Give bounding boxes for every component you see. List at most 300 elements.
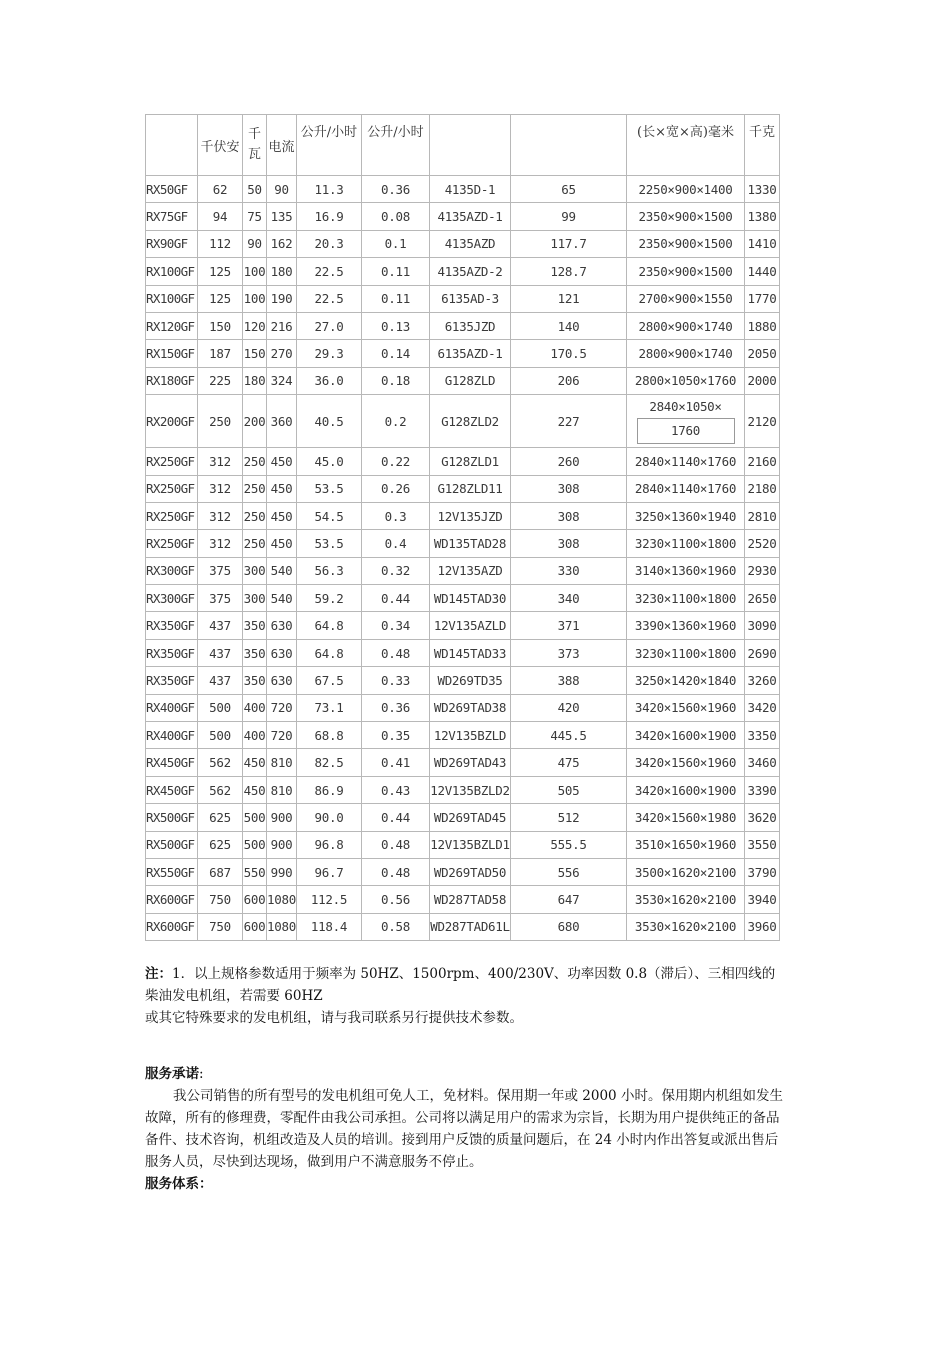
table-row — [146, 639, 780, 666]
header-cell — [243, 115, 267, 176]
table-cell: 227 — [511, 395, 627, 448]
table-cell: 437 — [198, 639, 243, 666]
table-cell: 371 — [511, 612, 627, 639]
table-cell: 3420×1560×1960 — [627, 694, 745, 721]
model-cell: RX50GF — [146, 176, 198, 203]
table-row — [146, 203, 780, 230]
table-cell: 350 — [243, 612, 267, 639]
model-cell: RX90GF — [146, 230, 198, 257]
table-cell: 180 — [267, 258, 297, 285]
table-cell: 0.22 — [362, 448, 430, 475]
table-cell: 62 — [198, 176, 243, 203]
model-cell: RX300GF — [146, 557, 198, 584]
table-cell: WD269TAD38 — [430, 694, 511, 721]
table-cell: 540 — [267, 557, 297, 584]
table-cell: 12V135BZLD2 — [430, 776, 511, 803]
dimension-text-bottom: 1760 — [637, 418, 735, 444]
model-cell: RX180GF — [146, 367, 198, 394]
table-cell: 0.36 — [362, 176, 430, 203]
table-cell: 270 — [267, 340, 297, 367]
model-cell: RX450GF — [146, 776, 198, 803]
table-row — [146, 557, 780, 584]
table-row — [146, 340, 780, 367]
table-cell: 260 — [511, 448, 627, 475]
table-cell: 900 — [267, 831, 297, 858]
table-cell: 0.32 — [362, 557, 430, 584]
table-cell: WD269TD35 — [430, 667, 511, 694]
table-cell: 29.3 — [297, 340, 362, 367]
table-cell: 6135AD-3 — [430, 285, 511, 312]
table-cell: 0.08 — [362, 203, 430, 230]
table-cell: 437 — [198, 667, 243, 694]
table-cell: 0.35 — [362, 722, 430, 749]
table-cell: 505 — [511, 776, 627, 803]
table-cell: 2000 — [745, 367, 780, 394]
table-cell: 2350×900×1500 — [627, 258, 745, 285]
table-cell: 53.5 — [297, 530, 362, 557]
table-row — [146, 367, 780, 394]
model-cell: RX250GF — [146, 475, 198, 502]
table-cell: 450 — [267, 502, 297, 529]
table-cell: 647 — [511, 886, 627, 913]
promise-colon: : — [199, 1066, 204, 1082]
table-cell: 27.0 — [297, 312, 362, 339]
table-row — [146, 395, 780, 448]
table-row — [146, 913, 780, 940]
table-row — [146, 858, 780, 885]
table-cell: 0.1 — [362, 230, 430, 257]
table-cell: 3230×1100×1800 — [627, 530, 745, 557]
table-cell: 86.9 — [297, 776, 362, 803]
table-cell: 360 — [267, 395, 297, 448]
table-cell: G128ZLD1 — [430, 448, 511, 475]
table-cell: 3530×1620×2100 — [627, 913, 745, 940]
table-cell: 625 — [198, 804, 243, 831]
table-cell: 2800×900×1740 — [627, 312, 745, 339]
table-cell: WD269TAD45 — [430, 804, 511, 831]
table-cell: 1410 — [745, 230, 780, 257]
table-cell: 340 — [511, 585, 627, 612]
model-cell: RX200GF — [146, 395, 198, 448]
table-cell: 120 — [243, 312, 267, 339]
table-row — [146, 312, 780, 339]
table-cell: 99 — [511, 203, 627, 230]
table-cell: 64.8 — [297, 639, 362, 666]
table-cell: WD269TAD50 — [430, 858, 511, 885]
table-cell: 350 — [243, 639, 267, 666]
promise-title: 服务承诺 — [145, 1066, 199, 1082]
table-cell: 4135AZD — [430, 230, 511, 257]
header-cell: 千克 — [745, 115, 780, 176]
table-cell: 550 — [243, 858, 267, 885]
table-cell: 450 — [267, 475, 297, 502]
table-cell: 680 — [511, 913, 627, 940]
table-row — [146, 831, 780, 858]
table-body — [146, 176, 780, 941]
model-cell: RX450GF — [146, 749, 198, 776]
header-cell — [146, 115, 198, 176]
table-cell: 3620 — [745, 804, 780, 831]
table-cell: 6135JZD — [430, 312, 511, 339]
table-cell: 90.0 — [297, 804, 362, 831]
table-cell: 0.56 — [362, 886, 430, 913]
model-cell: RX550GF — [146, 858, 198, 885]
table-cell: 0.4 — [362, 530, 430, 557]
table-cell: 388 — [511, 667, 627, 694]
table-cell: 630 — [267, 639, 297, 666]
table-cell: G128ZLD2 — [430, 395, 511, 448]
table-row — [146, 694, 780, 721]
note-label: 注： — [145, 966, 172, 982]
table-cell: 2650 — [745, 585, 780, 612]
table-cell: 3510×1650×1960 — [627, 831, 745, 858]
table-cell: 96.8 — [297, 831, 362, 858]
table-cell: 562 — [198, 749, 243, 776]
model-cell: RX500GF — [146, 804, 198, 831]
model-cell: RX400GF — [146, 694, 198, 721]
table-cell: 0.48 — [362, 831, 430, 858]
table-cell: 0.41 — [362, 749, 430, 776]
table-cell: 500 — [198, 694, 243, 721]
model-cell: RX350GF — [146, 612, 198, 639]
table-cell: 324 — [267, 367, 297, 394]
table-cell: 500 — [198, 722, 243, 749]
model-cell: RX100GF — [146, 258, 198, 285]
table-cell: 3350 — [745, 722, 780, 749]
table-cell: 1080 — [267, 913, 297, 940]
table-cell: 12V135AZD — [430, 557, 511, 584]
table-cell: 216 — [267, 312, 297, 339]
table-cell: 68.8 — [297, 722, 362, 749]
table-cell: 450 — [267, 448, 297, 475]
table-cell: 200 — [243, 395, 267, 448]
table-cell: 1380 — [745, 203, 780, 230]
table-row — [146, 176, 780, 203]
table-cell: 135 — [267, 203, 297, 230]
table-cell: 0.14 — [362, 340, 430, 367]
table-cell: 2690 — [745, 639, 780, 666]
table-row — [146, 258, 780, 285]
table-cell: 94 — [198, 203, 243, 230]
service-section — [145, 1063, 785, 1195]
table-cell: 562 — [198, 776, 243, 803]
table-cell: 190 — [267, 285, 297, 312]
table-cell: 3790 — [745, 858, 780, 885]
table-row — [146, 612, 780, 639]
table-cell: 250 — [243, 502, 267, 529]
table-cell: 3250×1420×1840 — [627, 667, 745, 694]
table-cell: 1080 — [267, 886, 297, 913]
table-cell: 3500×1620×2100 — [627, 858, 745, 885]
table-cell: 400 — [243, 722, 267, 749]
header-cell: 千伏安 — [198, 115, 243, 176]
table-cell: 308 — [511, 475, 627, 502]
table-cell: 312 — [198, 502, 243, 529]
table-cell: 3420×1560×1980 — [627, 804, 745, 831]
table-cell: 45.0 — [297, 448, 362, 475]
table-cell: 150 — [198, 312, 243, 339]
model-cell: RX350GF — [146, 667, 198, 694]
table-cell: 112 — [198, 230, 243, 257]
table-row — [146, 722, 780, 749]
table-cell: 73.1 — [297, 694, 362, 721]
note-section — [145, 963, 785, 1029]
header-cell: 公升/小时 — [297, 115, 362, 176]
table-cell: 630 — [267, 667, 297, 694]
dimension-text-top: 2840×1050× — [649, 398, 722, 414]
table-cell: 2700×900×1550 — [627, 285, 745, 312]
table-cell: 810 — [267, 749, 297, 776]
table-cell: 1330 — [745, 176, 780, 203]
table-cell: 206 — [511, 367, 627, 394]
table-cell: 2160 — [745, 448, 780, 475]
table-cell: 3530×1620×2100 — [627, 886, 745, 913]
table-row — [146, 667, 780, 694]
table-cell: 990 — [267, 858, 297, 885]
table-cell: 512 — [511, 804, 627, 831]
table-cell: 3420×1600×1900 — [627, 776, 745, 803]
table-row — [146, 804, 780, 831]
table-cell: 187 — [198, 340, 243, 367]
model-cell: RX600GF — [146, 913, 198, 940]
table-cell: 450 — [267, 530, 297, 557]
table-cell: 3420 — [745, 694, 780, 721]
table-cell: 1770 — [745, 285, 780, 312]
header-cell — [511, 115, 627, 176]
table-cell: 0.2 — [362, 395, 430, 448]
table-cell: WD287TAD58 — [430, 886, 511, 913]
table-cell: 100 — [243, 258, 267, 285]
table-cell: 225 — [198, 367, 243, 394]
table-cell: 312 — [198, 530, 243, 557]
table-cell: 2520 — [745, 530, 780, 557]
table-cell: 54.5 — [297, 502, 362, 529]
promise-text: 我公司销售的所有型号的发电机组可免人工，免材料。保用期一年或 2000 小时。保用期内机组如发生故障，所有的修理费，零配件由我公司承担。公司将以满足用户的需求为宗旨，长期为用户提供纯正的备品备件、技术咨询，机组改造及人员的培训。接到用户反馈的质量问题后，在 24 小时内作出答复或派出售后服务人员，尽快到达现场，做到用户不满意服务不停止。 — [145, 1088, 783, 1170]
table-row — [146, 285, 780, 312]
model-cell: RX250GF — [146, 448, 198, 475]
table-cell: 2840×1140×1760 — [627, 475, 745, 502]
model-cell: RX120GF — [146, 312, 198, 339]
table-cell: 3250×1360×1940 — [627, 502, 745, 529]
header-cell-text: 千瓦 — [247, 127, 261, 162]
table-cell: 117.7 — [511, 230, 627, 257]
table-cell: 2180 — [745, 475, 780, 502]
table-cell: 65 — [511, 176, 627, 203]
table-cell: 4135AZD-2 — [430, 258, 511, 285]
table-cell: 900 — [267, 804, 297, 831]
table-cell: 3140×1360×1960 — [627, 557, 745, 584]
table-row — [146, 230, 780, 257]
table-cell: 0.26 — [362, 475, 430, 502]
table-cell: 450 — [243, 776, 267, 803]
table-cell: 720 — [267, 694, 297, 721]
table-cell: WD269TAD43 — [430, 749, 511, 776]
model-cell: RX300GF — [146, 585, 198, 612]
table-cell: 330 — [511, 557, 627, 584]
table-cell: G128ZLD11 — [430, 475, 511, 502]
table-cell: 64.8 — [297, 612, 362, 639]
table-cell — [627, 395, 745, 448]
table-cell: 300 — [243, 557, 267, 584]
table-cell: 3550 — [745, 831, 780, 858]
model-cell: RX75GF — [146, 203, 198, 230]
table-cell: 82.5 — [297, 749, 362, 776]
table-cell: 75 — [243, 203, 267, 230]
table-cell: 16.9 — [297, 203, 362, 230]
table-cell: 67.5 — [297, 667, 362, 694]
header-cell — [430, 115, 511, 176]
table-header-row — [146, 115, 780, 176]
table-cell: 0.11 — [362, 285, 430, 312]
table-cell: 2250×900×1400 — [627, 176, 745, 203]
table-cell: 112.5 — [297, 886, 362, 913]
table-cell: 0.44 — [362, 585, 430, 612]
table-cell: 4135AZD-1 — [430, 203, 511, 230]
table-cell: 2050 — [745, 340, 780, 367]
model-cell: RX500GF — [146, 831, 198, 858]
table-cell: 2350×900×1500 — [627, 203, 745, 230]
table-cell: 0.44 — [362, 804, 430, 831]
table-row — [146, 749, 780, 776]
table-cell: 600 — [243, 886, 267, 913]
table-cell: WD145TAD33 — [430, 639, 511, 666]
table-cell: 12V135JZD — [430, 502, 511, 529]
table-cell: 312 — [198, 475, 243, 502]
table-cell: 2810 — [745, 502, 780, 529]
table-cell: 170.5 — [511, 340, 627, 367]
table-cell: 475 — [511, 749, 627, 776]
table-cell: 3390×1360×1960 — [627, 612, 745, 639]
table-cell: 750 — [198, 886, 243, 913]
table-cell: 0.48 — [362, 858, 430, 885]
table-cell: 128.7 — [511, 258, 627, 285]
model-cell: RX600GF — [146, 886, 198, 913]
table-cell: 0.36 — [362, 694, 430, 721]
table-cell: 420 — [511, 694, 627, 721]
table-row — [146, 448, 780, 475]
table-cell: 250 — [243, 475, 267, 502]
table-cell: 3940 — [745, 886, 780, 913]
table-cell: 20.3 — [297, 230, 362, 257]
table-cell: 12V135AZLD — [430, 612, 511, 639]
table-cell: 121 — [511, 285, 627, 312]
table-cell: 312 — [198, 448, 243, 475]
table-cell: 2930 — [745, 557, 780, 584]
table-cell: 3230×1100×1800 — [627, 585, 745, 612]
model-cell: RX250GF — [146, 530, 198, 557]
table-cell: 2800×1050×1760 — [627, 367, 745, 394]
table-cell: 40.5 — [297, 395, 362, 448]
table-cell: 630 — [267, 612, 297, 639]
model-cell: RX250GF — [146, 502, 198, 529]
table-cell: 4135D-1 — [430, 176, 511, 203]
note-line-1: 1．以上规格参数适用于频率为 50HZ、1500rpm、400/230V、功率因数 0.8（滞后）、三相四线的柴油发电机组，若需要 60HZ — [145, 966, 776, 1004]
table-cell: 12V135BZLD1 — [430, 831, 511, 858]
table-cell: 90 — [267, 176, 297, 203]
table-cell: 22.5 — [297, 258, 362, 285]
table-cell: 308 — [511, 502, 627, 529]
table-cell: WD135TAD28 — [430, 530, 511, 557]
model-cell: RX100GF — [146, 285, 198, 312]
table-cell: 540 — [267, 585, 297, 612]
table-cell: 3090 — [745, 612, 780, 639]
table-cell: 100 — [243, 285, 267, 312]
table-cell: 3460 — [745, 749, 780, 776]
table-cell: 0.58 — [362, 913, 430, 940]
table-row — [146, 475, 780, 502]
table-row — [146, 502, 780, 529]
table-cell: 625 — [198, 831, 243, 858]
table-cell: 2120 — [745, 395, 780, 448]
table-cell: 556 — [511, 858, 627, 885]
table-cell: 350 — [243, 667, 267, 694]
table-cell: 0.11 — [362, 258, 430, 285]
table-cell: WD145TAD30 — [430, 585, 511, 612]
table-cell: 3420×1560×1960 — [627, 749, 745, 776]
table-cell: WD287TAD61L — [430, 913, 511, 940]
table-cell: 36.0 — [297, 367, 362, 394]
model-cell: RX150GF — [146, 340, 198, 367]
table-cell: G128ZLD — [430, 367, 511, 394]
table-cell: 125 — [198, 285, 243, 312]
table-cell: 2840×1140×1760 — [627, 448, 745, 475]
table-cell: 1440 — [745, 258, 780, 285]
table-cell: 125 — [198, 258, 243, 285]
table-cell: 3230×1100×1800 — [627, 639, 745, 666]
table-cell: 3260 — [745, 667, 780, 694]
table-cell: 118.4 — [297, 913, 362, 940]
header-cell: 电流 — [267, 115, 297, 176]
table-cell: 150 — [243, 340, 267, 367]
table-cell: 810 — [267, 776, 297, 803]
table-cell: 375 — [198, 557, 243, 584]
header-cell: 公升/小时 — [362, 115, 430, 176]
table-cell: 250 — [198, 395, 243, 448]
table-cell: 0.3 — [362, 502, 430, 529]
header-cell: (长×宽×高)毫米 — [627, 115, 745, 176]
table-cell: 500 — [243, 804, 267, 831]
table-cell: 59.2 — [297, 585, 362, 612]
table-cell: 450 — [243, 749, 267, 776]
model-cell: RX350GF — [146, 639, 198, 666]
table-cell: 0.13 — [362, 312, 430, 339]
table-cell: 373 — [511, 639, 627, 666]
table-cell: 308 — [511, 530, 627, 557]
table-cell: 56.3 — [297, 557, 362, 584]
table-cell: 0.33 — [362, 667, 430, 694]
table-cell: 140 — [511, 312, 627, 339]
table-cell: 12V135BZLD — [430, 722, 511, 749]
table-cell: 2350×900×1500 — [627, 230, 745, 257]
table-row — [146, 776, 780, 803]
table-cell: 3960 — [745, 913, 780, 940]
table-row — [146, 585, 780, 612]
note-line-2: 或其它特殊要求的发电机组，请与我司联系另行提供技术参数。 — [145, 1010, 523, 1026]
table-cell: 500 — [243, 831, 267, 858]
table-cell: 0.18 — [362, 367, 430, 394]
table-cell: 96.7 — [297, 858, 362, 885]
service-system-title: 服务体系： — [145, 1176, 213, 1192]
table-cell: 555.5 — [511, 831, 627, 858]
table-cell: 750 — [198, 913, 243, 940]
generator-spec-table — [145, 114, 780, 941]
table-cell: 400 — [243, 694, 267, 721]
table-cell: 375 — [198, 585, 243, 612]
table-cell: 437 — [198, 612, 243, 639]
table-cell: 0.48 — [362, 639, 430, 666]
table-cell: 687 — [198, 858, 243, 885]
table-cell: 180 — [243, 367, 267, 394]
